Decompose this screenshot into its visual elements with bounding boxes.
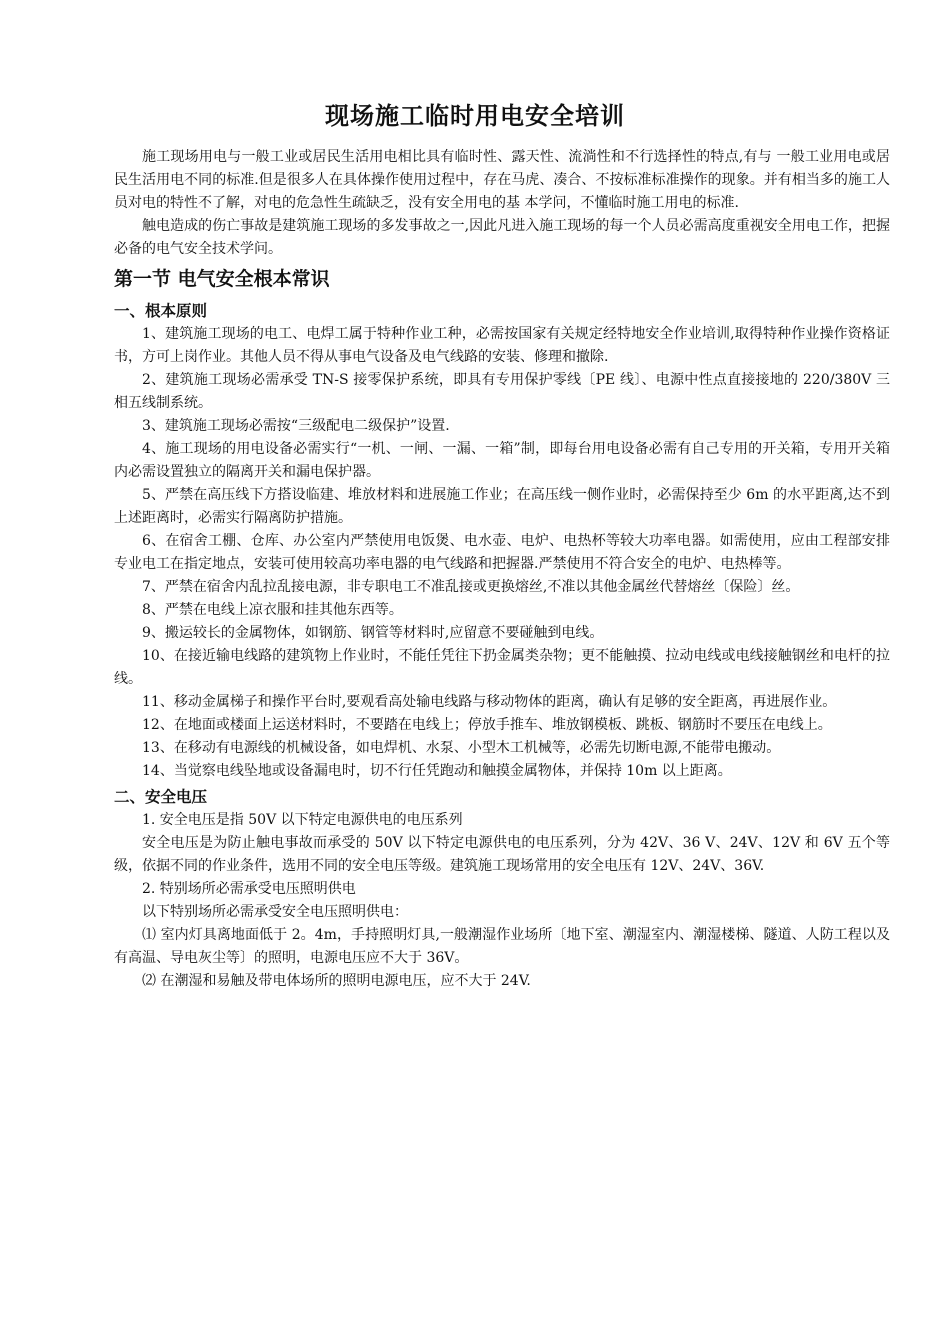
rule-item-10: 10、在接近输电线路的建筑物上作业时，不能任凭往下扔金属类杂物；更不能触摸、拉动电线或电线接触钢丝和电杆的拉线。: [114, 648, 890, 687]
rule-item-3: 3、建筑施工现场必需按“三级配电二级保护”设置.: [142, 418, 450, 434]
voltage-paragraph-1: 安全电压是为防止触电事故而承受的 50V 以下特定电源供电的电压系列，分为 42V、36 V、24V、12V 和 6V 五个等级，依据不同的作业条件，选用不同的安全电压等级。建筑施工现场常用的安全电压有 12V、24V、36V.: [114, 835, 890, 874]
rule-item-12: 12、在地面或楼面上运送材料时，不要踏在电线上；停放手推车、堆放钢模板、跳板、钢筋时不要压在电线上。: [142, 717, 832, 733]
rule-item-13: 13、在移动有电源线的机械设备，如电焊机、水泵、小型木工机械等，必需先切断电源,不能带电搬动。: [142, 740, 781, 756]
intro-paragraph-2: 触电造成的伤亡事故是建筑施工现场的多发事故之一,因此凡进入施工现场的每一个人员必需高度重视安全用电工作，把握必备的电气安全技术学问。: [114, 218, 890, 257]
rule-item-14: 14、当觉察电线坠地或设备漏电时，切不行任凭跑动和触摸金属物体，并保持 10m 以上距离。: [142, 763, 732, 779]
rule-item-7: 7、严禁在宿舍内乱拉乱接电源，非专职电工不准乱接或更换熔丝,不准以其他金属丝代替熔丝〔保险〕丝。: [142, 579, 800, 595]
voltage-item-1: 1. 安全电压是指 50V 以下特定电源供电的电压系列: [142, 812, 463, 828]
rule-item-5: 5、严禁在高压线下方搭设临建、堆放材料和进展施工作业；在高压线一侧作业时，必需保持至少 6m 的水平距离,达不到上述距离时，必需实行隔离防护措施。: [114, 487, 890, 526]
voltage-paragraph-2: 以下特别场所必需承受安全电压照明供电：: [142, 904, 408, 920]
part-2-heading: 二、安全电压: [114, 788, 208, 806]
section-1-heading: 第一节 电气安全根本常识: [114, 268, 330, 290]
rule-item-6: 6、在宿舍工棚、仓库、办公室内严禁使用电饭煲、电水壶、电炉、电热杯等较大功率电器。如需使用，应由工程部安排专业电工在指定地点，安装可使用较高功率电器的电气线路和把握器.严禁使用不符合安全的电炉、电热棒等。: [114, 533, 890, 572]
document-body: [114, 146, 890, 993]
rule-item-4: 4、施工现场的用电设备必需实行“一机、一闸、一漏、一箱”制，即每台用电设备必需有自己专用的开关箱，专用开关箱内必需设置独立的隔离开关和漏电保护器。: [114, 441, 890, 480]
rule-item-8: 8、严禁在电线上凉衣服和挂其他东西等。: [142, 602, 403, 618]
rule-item-2: 2、建筑施工现场必需承受 TN-S 接零保护系统，即具有专用保护零线〔PE 线〕、电源中性点直接接地的 220/380V 三相五线制系统。: [114, 372, 890, 411]
rule-item-11: 11、移动金属梯子和操作平台时,要观看高处输电线路与移动物体的距离，确认有足够的安全距离，再进展作业。: [142, 694, 837, 710]
voltage-item-2: 2. 特别场所必需承受电压照明供电: [142, 881, 356, 897]
rule-item-1: 1、建筑施工现场的电工、电焊工属于特种作业工种，必需按国家有关规定经特地安全作业培训,取得特种作业操作资格证书，方可上岗作业。其他人员不得从事电气设备及电气线路的安装、修理和撤除.: [114, 326, 890, 365]
part-1-heading: 一、根本原则: [114, 302, 208, 320]
voltage-subitem-2: ⑵ 在潮湿和易触及带电体场所的照明电源电压，应不大于 24V.: [142, 973, 531, 989]
voltage-subitem-1: ⑴ 室内灯具离地面低于 2。4m，手持照明灯具,一般潮湿作业场所〔地下室、潮湿室内、潮湿楼梯、隧道、人防工程以及有高温、导电灰尘等〕的照明，电源电压应不大于 36V。: [114, 927, 890, 966]
rule-item-9: 9、搬运较长的金属物体，如钢筋、钢管等材料时,应留意不要碰触到电线。: [142, 625, 604, 641]
document-title: 现场施工临时用电安全培训: [325, 102, 625, 130]
intro-paragraph-1: 施工现场用电与一般工业或居民生活用电相比具有临时性、露天性、流淌性和不行选择性的特点,有与 一般工业用电或居民生活用电不同的标准.但是很多人在具体操作使用过程中，存在马虎、凑合、不按标准标准操作的现象。并有相当多的施工人员对电的特性不了解，对电的危急性生疏缺乏，没有安全用电的基 本学问，不懂临时施工用电的标准.: [114, 149, 890, 211]
